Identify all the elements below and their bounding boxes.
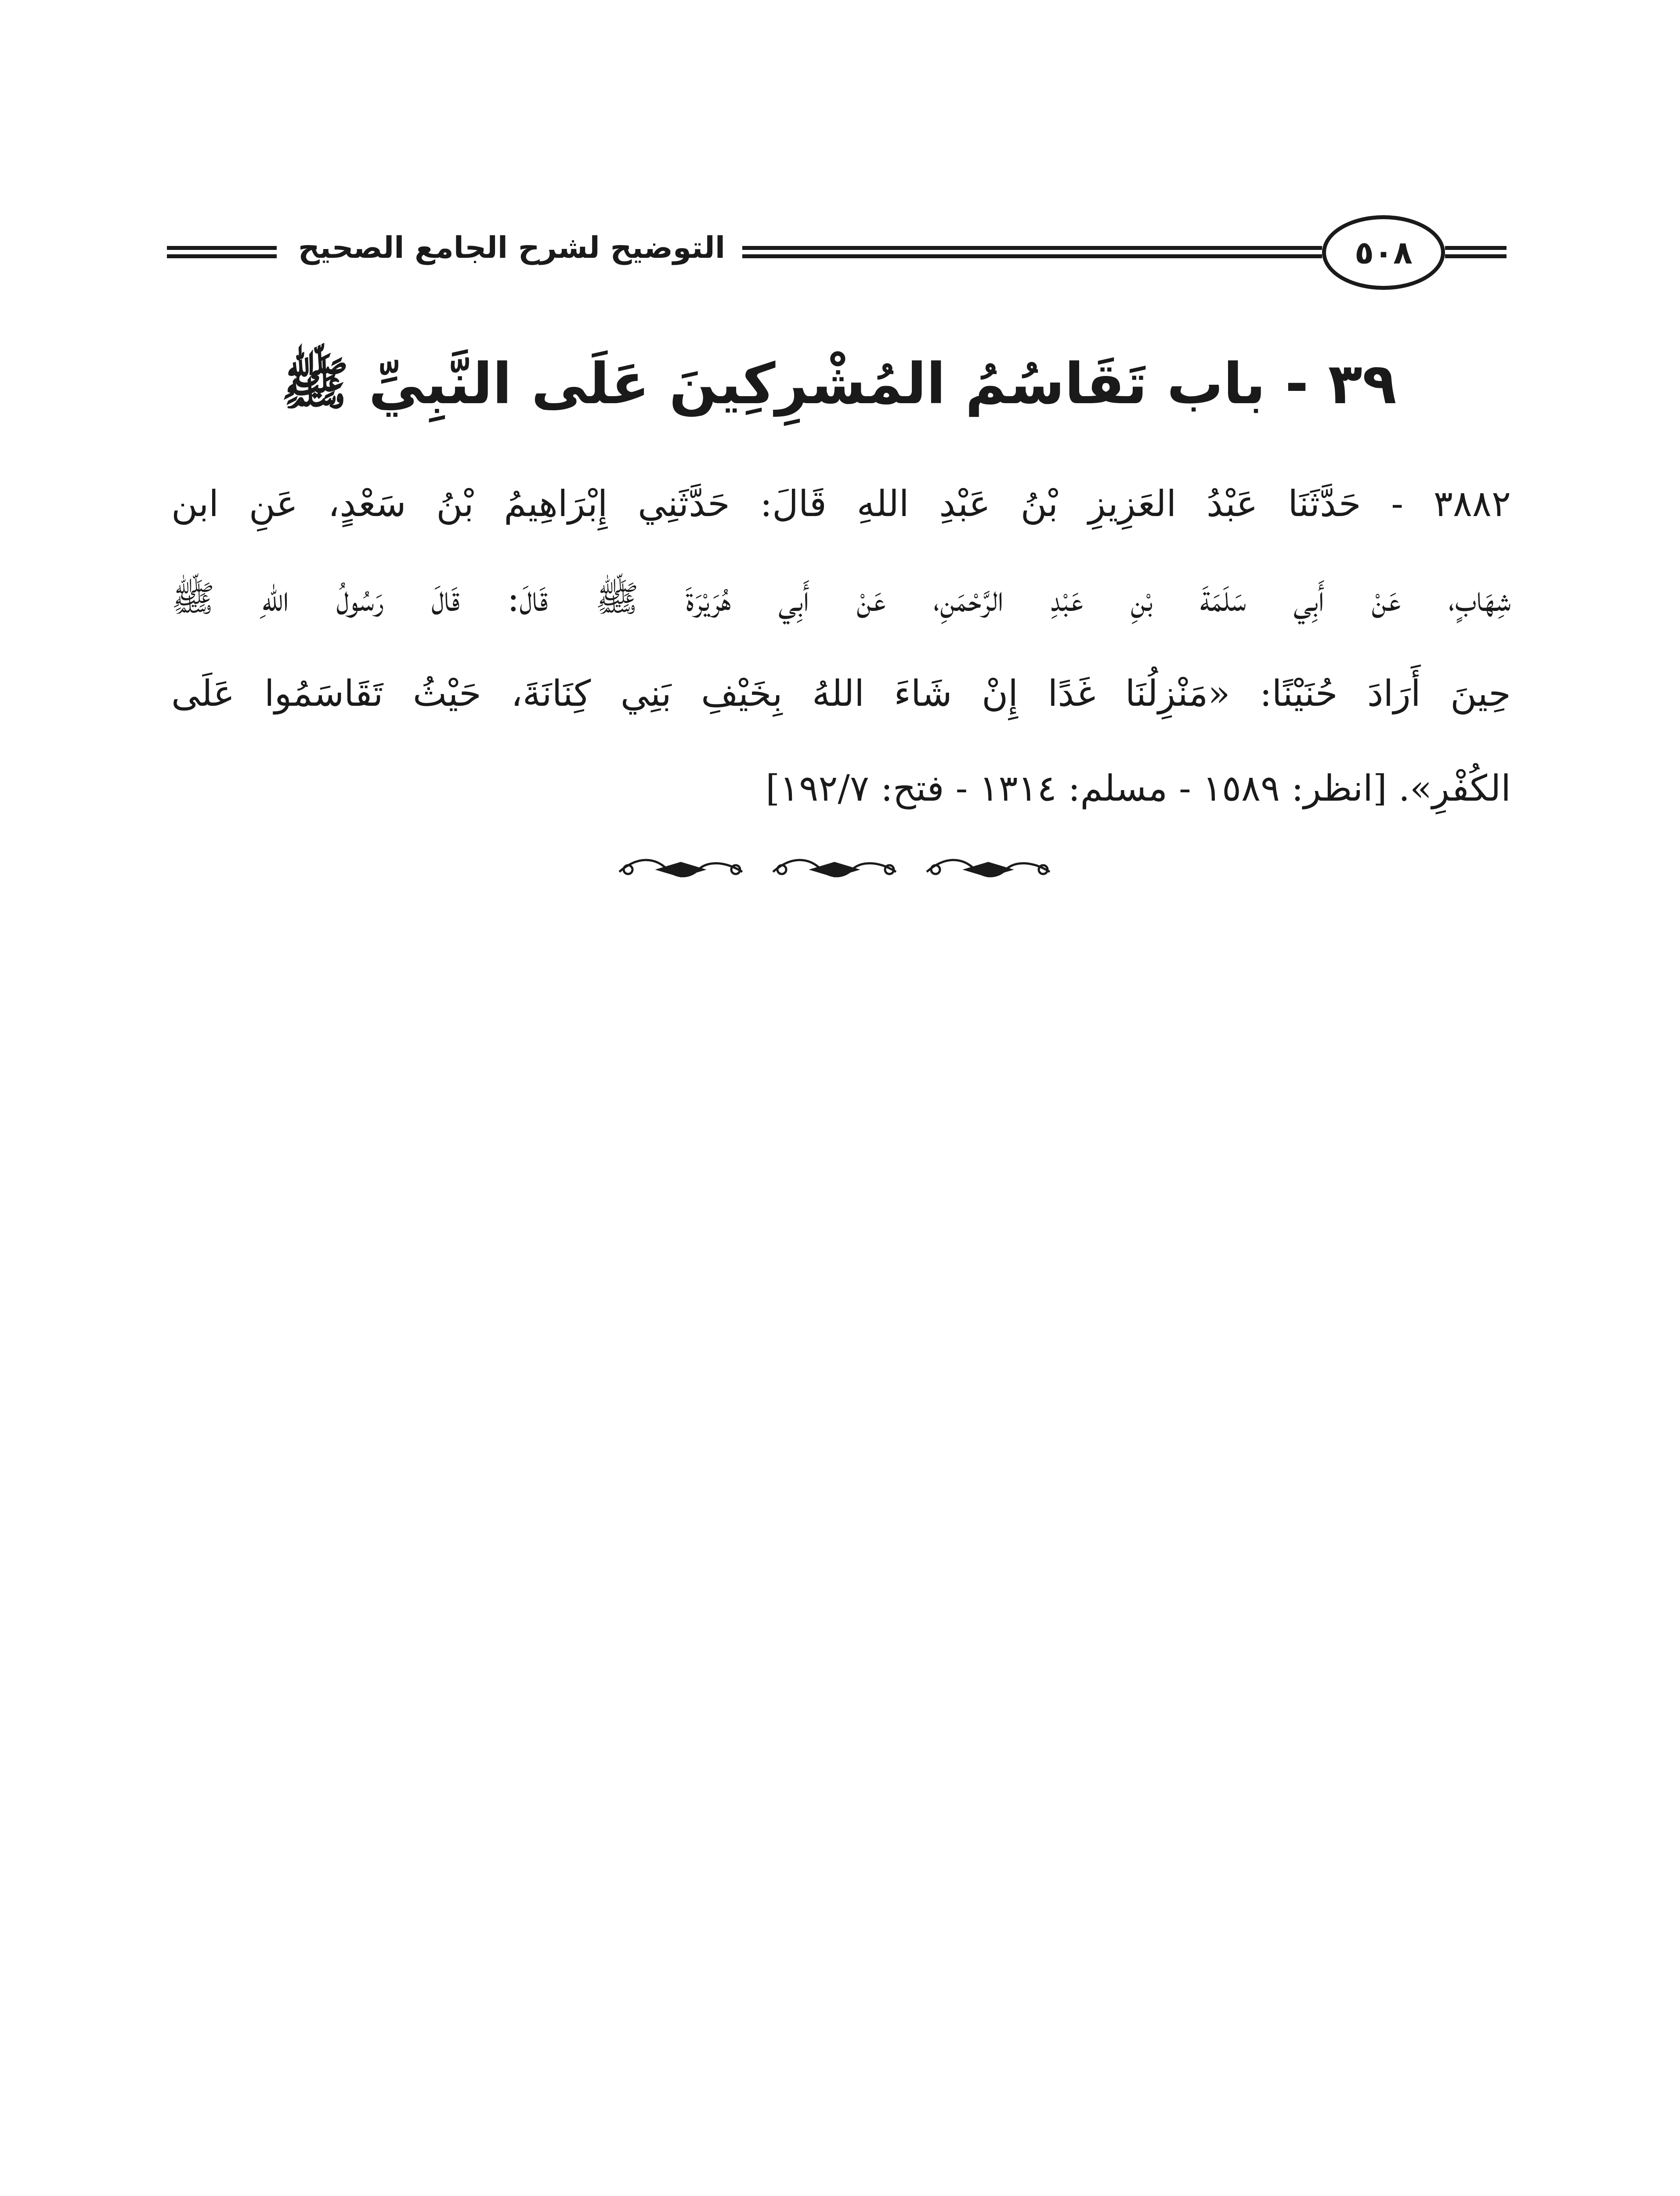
ornament-unit	[619, 860, 742, 876]
header-rule-right	[1445, 246, 1507, 258]
chapter-heading: ٣٩ - باب تَقَاسُمُ المُشْرِكِينَ عَلَى النَّبِيِّ ﷺ	[281, 351, 1397, 417]
ornament-unit	[927, 860, 1050, 876]
running-title: التوضيح لشرح الجامع الصحيح	[298, 231, 726, 265]
hadith-line: ٣٨٨٢ - حَدَّثَنَا عَبْدُ العَزِيزِ بْنُ عَبْدِ اللهِ قَالَ: حَدَّثَنِي إِبْرَاهِيمُ بْنُ سَعْدٍ، عَنِ ابن	[171, 483, 1511, 525]
header-rule-middle	[742, 246, 1322, 258]
hadith-line: الكُفْرِ». [انظر: ١٥٨٩ - مسلم: ١٣١٤ - فتح: ١٩٢/٧]	[766, 768, 1511, 809]
page-number: ٥٠٨	[1322, 215, 1445, 290]
running-header	[167, 215, 1507, 303]
hadith-line: حِينَ أَرَادَ حُنَيْنًا: «مَنْزِلُنَا غَدًا إِنْ شَاءَ اللهُ بِخَيْفِ بَنِي كِنَانَةَ، حَيْثُ تَقَاسَمُوا عَلَى	[171, 673, 1511, 715]
header-rule-left	[167, 246, 277, 258]
hadith-text	[171, 457, 1511, 836]
ornament-unit	[773, 860, 896, 876]
ornament-divider-icon	[611, 852, 1067, 887]
hadith-line: شِهَابٍ، عَنْ أَبِي سَلَمَةَ بْنِ عَبْدِ الرَّحْمَنِ، عَنْ أَبِي هُرَيْرَةَ ﷺ قَالَ: قَالَ رَسُولُ اللهِ ﷺ	[171, 578, 1511, 620]
